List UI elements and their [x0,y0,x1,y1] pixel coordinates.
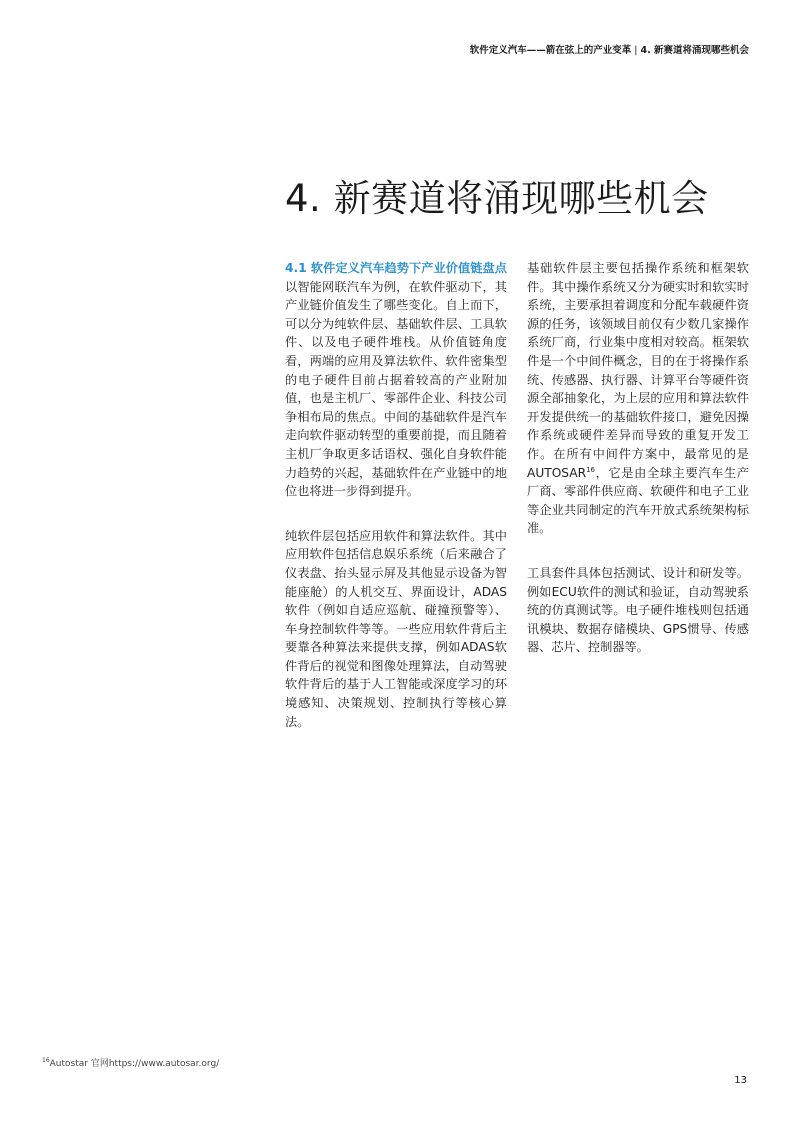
section-paragraph-3 [527,259,749,538]
footnote-reference[interactable]: 16 [586,465,595,474]
header-section: 4. 新赛道将涌现哪些机会 [640,45,749,56]
left-column [285,259,507,757]
right-column [527,259,749,683]
footnote-text[interactable]: Autostar 官网https://www.autosar.org/ [49,1059,220,1069]
header-publication: 软件定义汽车——箭在弦上的产业变革 [469,45,632,56]
paragraph-text: ，它是由全球主要汽车生产厂商、零部件供应商、软硬件和电子工业等企业共同制定的汽车开放式系统架构标准。 [527,465,749,536]
paragraph-text: 基础软件层主要包括操作系统和框架软件。其中操作系统又分为硬实时和软实时系统，主要承担着调度和分配车载硬件资源的任务，该领域目前仅有少数几家操作系统厂商，行业集中度相对较高。框架软件是一个中间件概念，目的在于将操作系统、传感器、执行器、计算平台等硬件资源全部抽象化，为上层的应用和算法软件开发提供统一的基础软件接口，避免因操作系统或硬件差异而导致的重复开发工作。在所有中间件方案中，最常见的是AUTOSAR [527,261,749,480]
running-header [470,42,749,56]
section-paragraph-1 [285,259,507,501]
footnote [42,1056,219,1069]
section-paragraph-4: 工具套件具体包括测试、设计和研发等。例如ECU软件的测试和验证，自动驾驶系统的仿真测试等。电子硬件堆栈则包括通讯模块、数据存储模块、GPS惯导、传感器、芯片、控制器等。 [527,565,749,655]
page-number: 13 [734,1075,747,1086]
footnote-number: 16 [42,1057,50,1064]
chapter-title: 4. 新赛道将涌现哪些机会 [285,177,709,220]
section-paragraph-2: 纯软件层包括应用软件和算法软件。其中应用软件包括信息娱乐系统（后来融合了仪表盘、抬头显示屏及其他显示设备为智能座舱）的人机交互、界面设计，ADAS软件（例如自适应巡航、碰撞预警等）、车身控制软件等等。一些应用软件背后主要靠各种算法来提供支撑，例如ADAS软件背后的视觉和图像处理算法，自动驾驶软件背后的基于人工智能或深度学习的环境感知、决策规划、控制执行等核心算法。 [285,528,507,729]
section-subheading: 4.1 软件定义汽车趋势下产业价值链盘点 [285,261,507,275]
paragraph-text: 以智能网联汽车为例，在软件驱动下，其产业链价值发生了哪些变化。自上而下，可以分为纯软件层、基础软件层、工具软件、以及电子硬件堆栈。从价值链角度看，两端的应用及算法软件、软件密集型的电子硬件目前占据着较高的产业附加值，也是主机厂、零部件企业、科技公司争相布局的焦点。中间的基础软件是汽车走向软件驱动转型的重要前提，而且随着主机厂争取更多话语权、强化自身软件能力趋势的兴起，基础软件在产业链中的地位也将进一步得到提升。 [285,279,507,499]
header-separator: | [634,45,638,56]
